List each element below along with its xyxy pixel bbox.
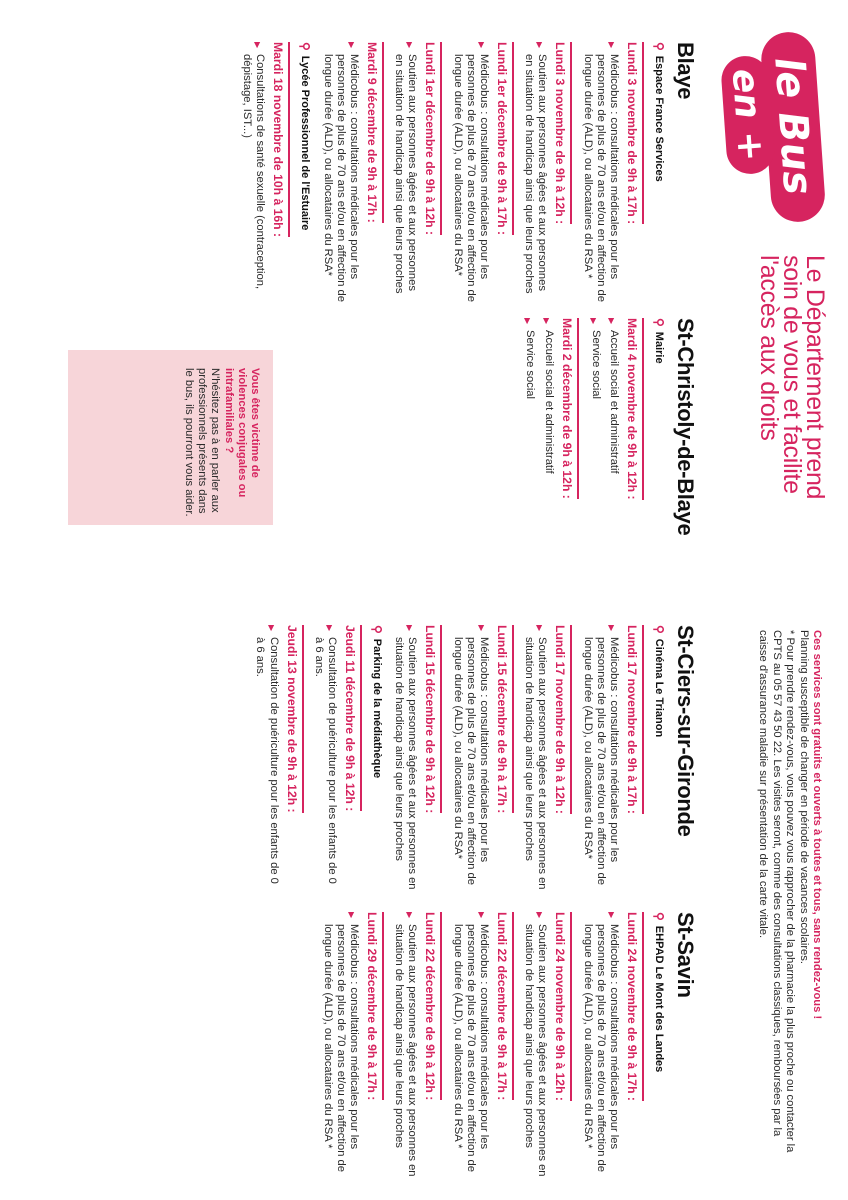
slot-date: Lundi 15 décembre de 9h à 17h : — [494, 625, 514, 813]
location-pin-icon: ⚲ — [652, 912, 666, 921]
slot-item: ▶ Médicobus : consultations médicales pour les personnes de plus de 70 ans et/ou en affection de longue durée (ALD), ou allocataires du RSA* — [321, 42, 360, 302]
location: ⚲ Cinéma Le Trianon — [652, 625, 666, 738]
slot-date: Lundi 29 décembre de 9h à 17h : — [364, 912, 384, 1100]
notice — [756, 630, 823, 1160]
location-pin-icon: ⚲ — [369, 625, 384, 634]
slot-item: ▶ Médicobus : consultations médicales pour les personnes de plus de 70 ans et/ou en affection de longue durée (ALD), ou allocataires du RSA* — [451, 625, 490, 885]
slot-item: ▶ Consultation de puériculture pour les enfants de 0 à 6 ans. — [312, 625, 338, 884]
slot-item: ▶ Soutien aux personnes âgées et aux personnes en situation de handicap ainsi que leurs proches — [393, 42, 419, 294]
callout-title: Vous êtes victime de violences conjugales ou intrafamiliales ? — [222, 368, 261, 498]
slot-date: Lundi 24 novembre de 9h à 12h : — [552, 912, 572, 1101]
location: ⚲ Parking de la médiathèque — [369, 625, 384, 779]
logo-line2: en + — [723, 67, 772, 163]
location-pin-icon: ⚲ — [298, 42, 313, 51]
location: ⚲ Lycée Professionnel de l'Estuaire — [298, 42, 313, 231]
slot-date: Mardi 9 décembre de 9h à 17h : — [364, 42, 384, 223]
slot-item: ▶ Service social — [587, 318, 602, 578]
location-pin-icon: ⚲ — [652, 625, 666, 634]
schedule-slot — [522, 42, 572, 302]
slot-date: Jeudi 11 décembre de 9h à 12h : — [342, 625, 362, 811]
headline-line: soin de vous et facilite — [778, 255, 806, 494]
slot-date: Lundi 1er décembre de 9h à 17h : — [494, 42, 514, 235]
schedule-slot — [580, 625, 644, 890]
schedule-slot — [587, 318, 644, 578]
schedule-slot — [450, 625, 514, 890]
headline-line: l'accès aux droits — [755, 255, 783, 441]
headline-line: Le Département prend — [801, 255, 829, 500]
slot-item: ▶ Accueil social et administratif — [539, 318, 554, 578]
schedule-slot — [450, 42, 514, 302]
location-pin-icon: ⚲ — [652, 42, 666, 51]
bullet-icon: ▶ — [607, 318, 616, 325]
town-st-ciers-sur-gironde — [245, 625, 698, 890]
slot-date: Lundi 15 décembre de 9h à 12h : — [422, 625, 442, 813]
slot-date: Lundi 1er décembre de 9h à 12h : — [422, 42, 442, 235]
headline — [755, 255, 829, 575]
bullet-icon: ▶ — [541, 318, 551, 325]
schedule-slot — [580, 912, 644, 1177]
schedule-slot — [522, 912, 572, 1177]
bus-logo — [718, 26, 828, 236]
slot-item: ▶ Consultation de puériculture pour les enfants de 0 à 6 ans. — [254, 625, 280, 884]
schedule-slot — [580, 42, 644, 302]
slot-item: ▶ Médicobus : consultations médicales pour les personnes de plus de 70 ans et/ou en affection de longue durée (ALD), ou allocataires du RSA* — [451, 42, 490, 302]
bullet-icon: ▶ — [607, 625, 616, 632]
slot-item: ▶ Service social — [521, 318, 536, 578]
town-st-savin — [312, 912, 698, 1177]
bullet-icon: ▶ — [535, 625, 545, 632]
bullet-icon: ▶ — [405, 625, 415, 632]
slot-date: Mardi 18 novembre de 10h à 16h : — [270, 42, 290, 237]
slot-item: ▶ Médicobus : consultations médicales pour les personnes de plus de 70 ans et/ou en affection de longue durée (ALD), ou allocataires du RSA * — [321, 912, 360, 1172]
town-name: St-Christoly-de-Blaye — [673, 318, 698, 536]
schedule-slot — [450, 912, 514, 1177]
bullet-icon: ▶ — [253, 42, 263, 49]
slot-item: ▶ Médicobus : consultations médicales pour les personnes de plus de 70 ans et/ou en affection de longue durée (ALD), ou allocataires du RSA * — [581, 912, 620, 1172]
slot-date: Lundi 22 décembre de 9h à 17h : — [494, 912, 514, 1100]
slot-item: ▶ Soutien aux personnes âgées et aux personnes en situation de handicap ainsi que leurs proches — [393, 912, 419, 1177]
schedule-slot — [253, 625, 303, 890]
bullet-icon: ▶ — [523, 318, 533, 325]
slot-item: ▶ Soutien aux personnes âgées et aux personnes en situation de handicap ainsi que leurs proches — [523, 625, 549, 890]
bullet-icon: ▶ — [346, 42, 356, 49]
bullet-icon: ▶ — [346, 912, 356, 919]
schedule-slot — [320, 42, 384, 302]
bullet-icon: ▶ — [535, 42, 545, 49]
bullet-icon: ▶ — [607, 42, 616, 49]
bullet-icon: ▶ — [476, 42, 486, 49]
town-name: Blaye — [673, 42, 698, 100]
violence-help-callout — [68, 350, 273, 525]
slot-item: ▶ Soutien aux personnes âgées et aux personnes en situation de handicap ainsi que leurs proches — [523, 912, 549, 1177]
slot-item: ▶ Médicobus : consultations médicales pour les personnes de plus de 70 ans et/ou en affection de longue durée (ALD), ou allocataires du RSA* — [581, 625, 620, 885]
slot-item: ▶ Consultations de santé sexuelle (contraception, dépistage, IST...) — [241, 42, 267, 290]
slot-item: ▶ Soutien aux personnes âgées et aux personnes en situation de handicap ainsi que leurs proches — [393, 625, 419, 890]
slot-date: Jeudi 13 novembre de 9h à 12h : — [284, 625, 304, 813]
bullet-icon: ▶ — [476, 625, 486, 632]
slot-date: Lundi 3 novembre de 9h à 12h : — [552, 42, 572, 224]
slot-item: ▶ Soutien aux personnes âgées et aux personnes en situation de handicap ainsi que leurs proches — [523, 42, 549, 294]
bullet-icon: ▶ — [266, 625, 276, 632]
schedule-slot — [521, 318, 578, 578]
schedule-slot — [320, 912, 384, 1177]
location-pin-icon: ⚲ — [652, 318, 666, 327]
bullet-icon: ▶ — [588, 318, 598, 325]
slot-date: Lundi 17 novembre de 9h à 12h : — [552, 625, 572, 814]
bullet-icon: ▶ — [405, 912, 415, 919]
slot-date: Lundi 24 novembre de 9h à 17h : — [624, 912, 644, 1101]
slot-item: ▶ Médicobus : consultations médicales pour les personnes de plus de 70 ans et/ou en affection de longue durée (ALD), ou allocataires du RSA * — [451, 912, 490, 1172]
location: ⚲ Espace France Services — [652, 42, 666, 182]
slot-date: Lundi 22 décembre de 9h à 12h : — [422, 912, 442, 1100]
logo-line1: le Bus — [765, 55, 821, 197]
slot-date: Lundi 3 novembre de 9h à 17h : — [624, 42, 644, 224]
town-blaye — [232, 42, 698, 302]
bullet-icon: ▶ — [405, 42, 415, 49]
notice-schedule-note: Planning susceptible de changer en période de vacances scolaires. — [797, 630, 810, 964]
schedule-slot — [392, 42, 442, 302]
bullet-icon: ▶ — [324, 625, 334, 632]
slot-date: Mardi 4 novembre de 9h à 12h : — [624, 318, 644, 500]
slot-item: ▶ Médicobus : consultations médicales pour les personnes de plus de 70 ans et/ou en affection de longue durée (ALD), ou allocataires du RSA * — [581, 42, 620, 302]
schedule-slot — [392, 625, 442, 890]
town-name: St-Savin — [673, 912, 698, 998]
location: ⚲ EHPAD Le Mont des Landes — [652, 912, 666, 1073]
town-name: St-Ciers-sur-Gironde — [673, 625, 698, 837]
notice-footnote: * Pour prendre rendez-vous, vous pouvez vous rapprocher de la pharmacie la plus proche ou contacter la CPTS au 05 57 43 50 22. Les visites seront, comme des consultations classiques, remboursées par la caisse d'assurance maladie sur présentation de la carte vitale. — [757, 630, 797, 1153]
bullet-icon: ▶ — [535, 912, 545, 919]
slot-item: ▶ Accueil social et administratif — [605, 318, 620, 578]
notice-lead: Ces services sont gratuits et ouverts à toutes et tous, sans rendez-vous ! — [811, 630, 823, 1020]
town-st-christoly-de-blaye — [513, 318, 698, 578]
slot-date: Mardi 2 décembre de 9h à 12h : — [559, 318, 579, 499]
location: ⚲ Mairie — [652, 318, 666, 364]
schedule-slot — [312, 625, 362, 890]
callout-body: N'hésitez pas à en parler aux professionnels présents dans le bus, ils pourront vous aider. — [182, 368, 222, 517]
schedule-slot — [522, 625, 572, 890]
schedule-slot — [240, 42, 290, 302]
schedule-slot — [392, 912, 442, 1177]
bullet-icon: ▶ — [607, 912, 616, 919]
bullet-icon: ▶ — [476, 912, 486, 919]
slot-date: Lundi 17 novembre de 9h à 17h : — [624, 625, 644, 814]
